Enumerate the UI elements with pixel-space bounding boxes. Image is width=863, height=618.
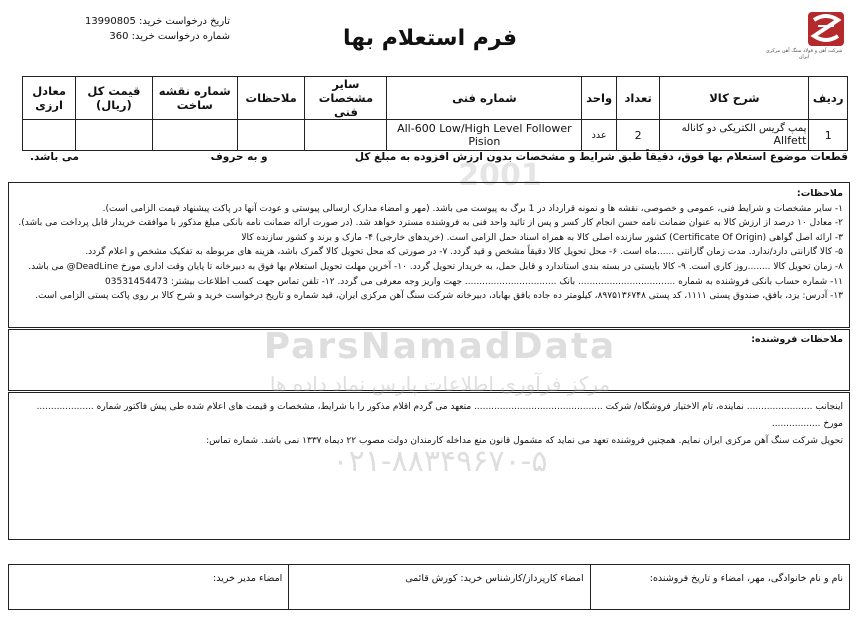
seller-signature: نام و نام خانوادگی، مهر، امضاء و تاریخ فروشنده: bbox=[590, 565, 849, 609]
cell-drawing-no bbox=[152, 120, 237, 151]
col-fx-equiv: معادل ارزی bbox=[23, 77, 76, 120]
notes-section bbox=[8, 182, 850, 328]
declaration-line-1: اینجانب ....................... نماینده، تام الاختیار فروشگاه/ شرکت ............................................. متعهد می گردم اقلام مذکور را با شرایط، مشخصات و قیمت های اعلام شده طی پیش فاکتور شماره .................... مورخ ................. bbox=[36, 402, 843, 429]
watermark-code: 2001 bbox=[458, 158, 542, 193]
purchase-manager-signature: امضاء مدیر خرید: bbox=[213, 573, 283, 584]
col-description: شرح کالا bbox=[660, 77, 809, 120]
col-other-specs: سایر مشخصات فنی bbox=[305, 77, 387, 120]
col-unit: واحد bbox=[582, 77, 617, 120]
items-table bbox=[22, 76, 848, 151]
total-amount-text: قطعات موضوع استعلام بها فوق، دقیقاً طبق شرایط و مشخصات بدون ارزش افزوده به مبلغ کل bbox=[354, 151, 848, 163]
logo-caption: شرکت آهن و فولاد سنگ آهن مرکزی ایران bbox=[765, 48, 843, 60]
col-qty: تعداد bbox=[616, 77, 660, 120]
cell-fx-equiv bbox=[23, 120, 76, 151]
cell-unit: عدد bbox=[582, 120, 617, 151]
cell-qty: 2 bbox=[616, 120, 660, 151]
cell-row: 1 bbox=[809, 120, 848, 151]
watermark-phone: ۰۲۱-۸۸۳۴۹۶۷۰-۵ bbox=[332, 444, 548, 479]
total-amount-end: می باشد. bbox=[30, 151, 80, 163]
cell-description-fa: پمپ گریس الکتریکی دو کاناله bbox=[681, 123, 807, 134]
signature-row bbox=[8, 564, 850, 610]
cell-remarks bbox=[237, 120, 305, 151]
cell-description bbox=[660, 120, 809, 151]
col-tech-no: شماره فنی bbox=[387, 77, 582, 120]
cell-description-en: Allfett bbox=[773, 134, 807, 147]
note-item: ۵- کالا گارانتی دارد/ندارد. مدت زمان گارانتی ......ماه است. ۶- محل تحویل کالا دقیقاً مشخص و قید گردد. ۷- در صورتی که محل تحویل کالا گمرک باشد، هزینه های مربوطه به تفکیک مشخص و اعلام گردد. bbox=[85, 247, 843, 258]
table-row bbox=[23, 120, 848, 151]
col-total-price: قیمت کل (ریال) bbox=[76, 77, 152, 120]
cell-tech-no: All-600 Low/High Level Follower Pision bbox=[387, 120, 582, 151]
notes-heading: ملاحظات: bbox=[796, 188, 843, 199]
watermark-tagline: مرکز فرآوری اطلاعات پارس نماد داده ها bbox=[269, 372, 611, 396]
note-item: ۱۱- شماره حساب بانکی فروشنده به شماره .................................. بانک ................................ جهت واریز وجه معرفی می گردد. ۱۲- تلفن تماس جهت کسب اطلاعات بیشتر: 03531454473 bbox=[105, 276, 843, 287]
note-item: ۱۳- آدرس: یزد، بافق، صندوق پستی ۱۱۱۱، کد پستی ۸۹۷۵۱۳۶۷۴۸، کیلومتر ده جاده بافق بهاباد، دبیرخانه شرکت سنگ آهن مرکزی ایران، قید شماره و تاریخ درخواست خرید و شرح کالا بر روی پاکت پستی الزامی است. bbox=[35, 291, 843, 302]
note-item: ۲- معادل ۱۰ درصد از ارزش کالا به عنوان ضمانت نامه حسن انجام کار کسر و پس از تائید واحد فنی به فروشنده مسترد خواهد شد. (در صورت ارائه ضمانت نامه بانکی مبلغ مذکور با موافقت خریدار قابل پرداخت می باشد). bbox=[18, 218, 843, 229]
cell-total-price bbox=[76, 120, 152, 151]
note-item: ۳- ارائه اصل گواهی (Certificate Of Origin) کشور سازنده اصلی کالا به همراه اسناد حمل الزامی است. (خریدهای خارجی) ۴- مارک و برند و کشور سازنده کالا bbox=[241, 232, 843, 243]
request-number: شماره درخواست خرید: 360 bbox=[109, 31, 230, 42]
request-meta bbox=[60, 14, 230, 44]
note-item: ۸- زمان تحویل کالا ........روز کاری است. ۹- کالا بایستی در بسته بندی استاندارد و قابل حمل، به خریدار تحویل گردد. ۱۰- آخرین مهلت تحویل استعلام بها فوق به دبیرخانه تا پایان وقت اداری مورخ DeadLine@ می باشد. bbox=[28, 261, 843, 272]
total-amount-words-label: و به حروف bbox=[210, 151, 268, 163]
col-row: ردیف bbox=[809, 77, 848, 120]
col-drawing-no: شماره نقشه ساخت bbox=[152, 77, 237, 120]
company-logo bbox=[760, 8, 848, 64]
declaration-line-2: تحویل شرکت سنگ آهن مرکزی ایران نمایم. همچنین فروشنده تعهد می نماید که مشمول قانون منع مداخله کارمندان دولت مصوب ۲۲ دیماه ۱۳۳۷ نمی باشد. شماره تماس: bbox=[206, 436, 843, 446]
page-title: فرم استعلام بها bbox=[343, 26, 517, 51]
watermark-brand: ParsNamadData bbox=[263, 326, 617, 367]
buyer-agent-signature: امضاء کارپرداز/کارشناس خرید: کورش قائمی bbox=[288, 565, 589, 609]
request-date: تاریخ درخواست خرید: 13990805 bbox=[84, 16, 230, 27]
cell-other-specs bbox=[305, 120, 387, 151]
col-remarks: ملاحظات bbox=[237, 77, 305, 120]
table-header-row bbox=[23, 77, 848, 120]
note-item: ۱- سایر مشخصات و شرایط فنی، عمومی و خصوصی، نقشه ها و نمونه قرارداد در 1 برگ به پیوست می باشد. (مهر و امضاء مدارک ارسالی پیوستی و عودت آنها در پاکت پیشنهاد قیمت الزامی است). bbox=[102, 203, 843, 214]
seller-notes-heading: ملاحظات فروشنده: bbox=[751, 334, 843, 345]
